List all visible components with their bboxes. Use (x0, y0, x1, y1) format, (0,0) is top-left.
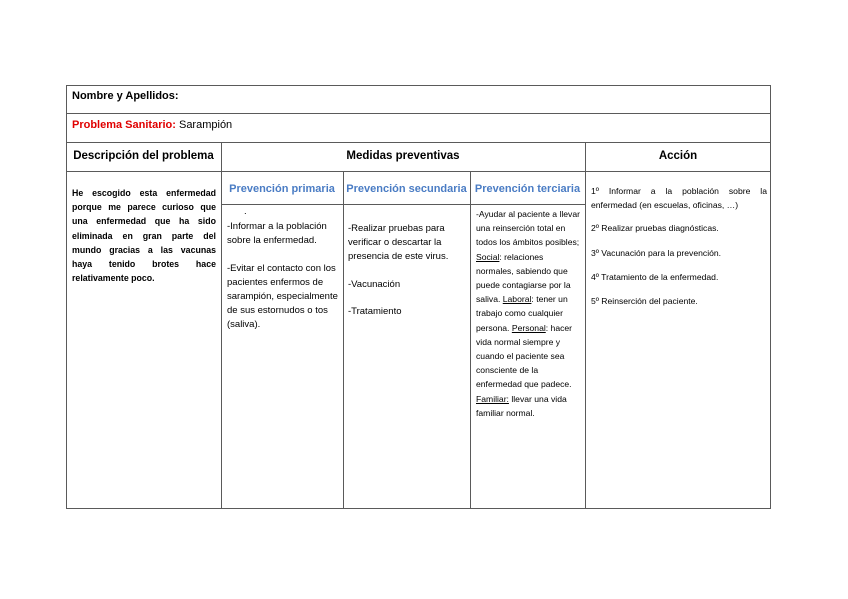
secondary-item-1: -Realizar pruebas para verificar o descartar la presencia de este virus. (348, 223, 449, 262)
action-item-2: 2º Realizar pruebas diagnósticas. (591, 223, 719, 233)
problem-value: Sarampión (175, 119, 233, 131)
tertiary-familiar-label: Familiar: (476, 393, 509, 404)
header-measures: Medidas preventivas (346, 150, 460, 162)
action-item-4: 4º Tratamiento de la enfermedad. (591, 272, 719, 282)
subheader-tertiary: Prevención terciaria (474, 183, 581, 195)
action-item-3: 3º Vacunación para la prevención. (591, 248, 722, 258)
col-divider-secondary (470, 171, 471, 509)
description-text: He escogido esta enfermedad porque me parece curioso que una enfermedad que ha sido eliminada en gran parte del mundo gracias a las vacunas haya tenido brotes hace relativamente poco. (72, 188, 216, 284)
primary-item-1: -Informar a la población sobre la enfermedad. (227, 221, 327, 246)
col-divider-primary (343, 171, 344, 509)
primary-dot: . (244, 206, 247, 217)
tertiary-intro: -Ayudar al paciente a llevar una reinserción total en todos los ámbitos posibles; (476, 209, 580, 248)
tertiary-laboral-label: Laboral (502, 294, 532, 305)
subheader-primary: Prevención primaria (229, 183, 335, 195)
tertiary-familiar-text: llevar una vida familiar normal. (476, 393, 567, 418)
tertiary-personal-text: : hacer vida normal siempre y cuando el paciente sea consciente de la enfermedad que padece. (476, 322, 573, 390)
subheader-divider (221, 204, 586, 205)
name-label: Nombre y Apellidos: (72, 90, 179, 102)
secondary-item-2: -Vacunación (348, 279, 401, 290)
tertiary-laboral-text: : tener un trabajo como cualquier persona. (476, 294, 568, 333)
problem-label: Problema Sanitario: (72, 119, 176, 131)
tertiary-social-text: : relaciones normales, sabiendo que puede contagiarse por la saliva. (476, 251, 571, 305)
problem-line (72, 118, 232, 132)
action-item-5: 5º Reinserción del paciente. (591, 296, 698, 306)
subheader-secondary: Prevención secundaria (346, 183, 467, 195)
tertiary-text (476, 207, 582, 420)
tertiary-social-label: Social (476, 251, 500, 262)
col-divider-action (585, 142, 586, 509)
header-action: Acción (658, 150, 698, 162)
secondary-item-3: -Tratamiento (348, 306, 402, 317)
primary-item-2: -Evitar el contacto con los pacientes enfermos de sarampión, especialmente de sus estornudos o tos (saliva). (227, 263, 338, 330)
tertiary-personal-label: Personal (511, 322, 546, 333)
header-description: Descripción del problema (73, 150, 214, 162)
col-divider-description (221, 142, 222, 509)
action-item-1: 1º Informar a la población sobre la enfermedad (en escuelas, oficinas, …) (591, 186, 767, 211)
